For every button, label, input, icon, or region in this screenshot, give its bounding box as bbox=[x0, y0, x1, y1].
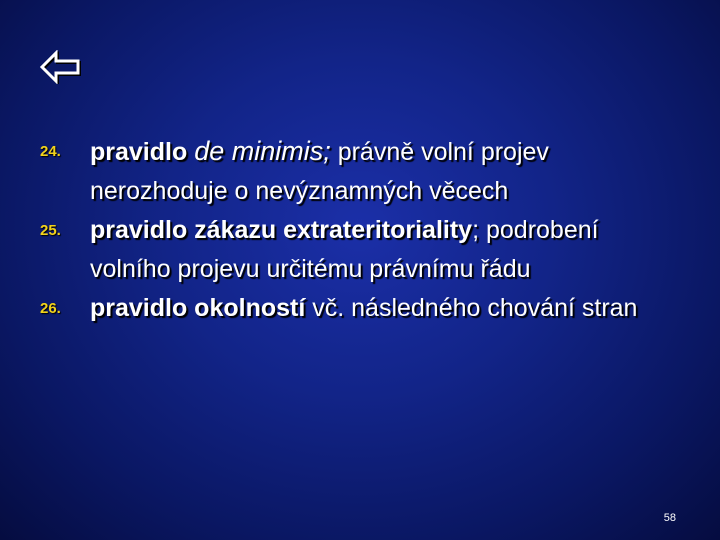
rule-name: pravidlo zákazu extrateritoriality bbox=[90, 216, 473, 244]
rules-list bbox=[40, 132, 680, 328]
list-item-24 bbox=[40, 132, 680, 211]
list-item-26 bbox=[40, 289, 680, 328]
list-item-25 bbox=[40, 211, 680, 289]
rule-name: pravidlo bbox=[90, 138, 188, 166]
item-number: 24. bbox=[40, 143, 61, 160]
item-number: 26. bbox=[40, 300, 61, 317]
rule-description: právně volní projev nerozhoduje o nevýznamných věcech bbox=[90, 138, 549, 205]
item-number: 25. bbox=[40, 222, 61, 239]
rule-name: pravidlo okolností bbox=[90, 294, 306, 322]
rule-description: vč. následného chování stran bbox=[305, 294, 638, 322]
left-arrow-icon[interactable] bbox=[40, 50, 82, 84]
page-number: 58 bbox=[663, 512, 676, 524]
latin-term: de minimis; bbox=[194, 136, 331, 166]
rule-description: ; podrobení volního projevu určitému právnímu řádu bbox=[90, 216, 599, 283]
